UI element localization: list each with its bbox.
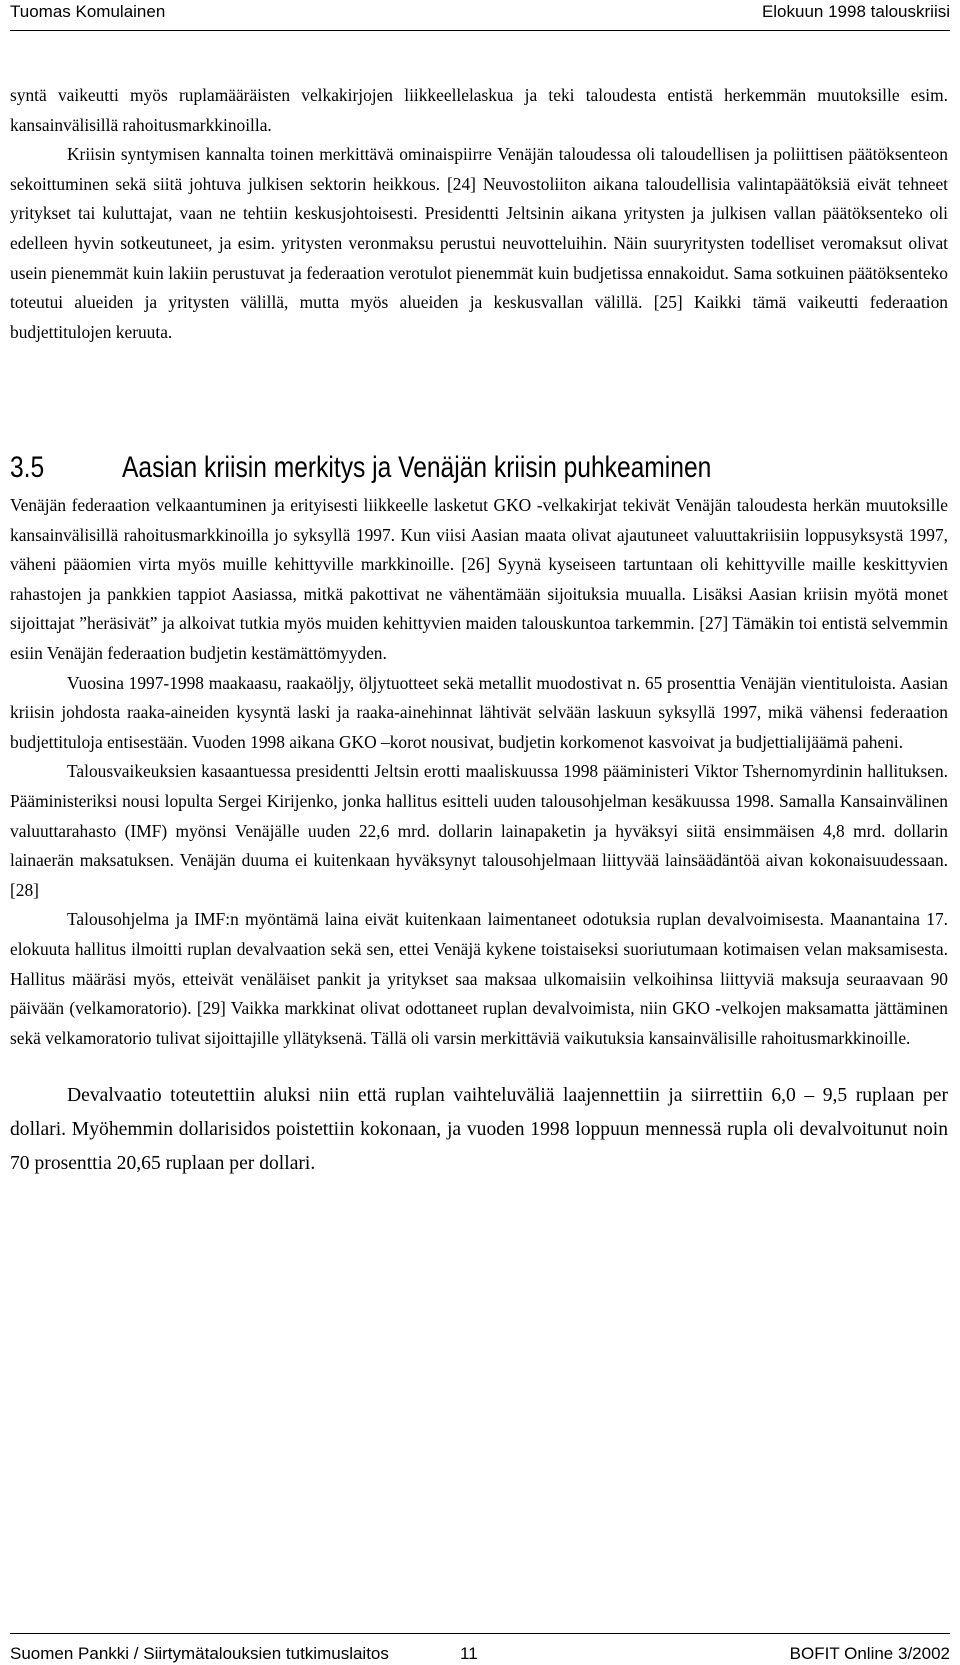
paragraph: Venäjän federaation velkaantuminen ja erityisesti liikkeelle lasketut GKO -velkakirjat tekivät Venäjän taloudesta herkän muutoksille kansainvälisillä rahoitusmarkkinoilla jo syksyllä 1997. Kun viisi Aasian maata olivat ajautuneet valuuttakriisiin loppusyksystä 1997, väheni pääomien virta myös muille kehittyville markkinoille. [26] Syynä kyseiseen tartuntaan oli kehittyville maille keskittyvien rahastojen ja pankkien tappiot Aasiassa, mitkä pakottivat ne vähentämään sijoituksia muualla. Lisäksi Aasian kriisin myötä monet sijoittajat ”heräsivät” ja alkoivat tutkia myös muiden kehittyvien maiden talouskuntoa tarkemmin. [27] Tämäkin toi entistä selvemmin esiin Venäjän federaation budjetin kestämättömyyden. xyxy=(10,495,948,663)
intro-text-block xyxy=(10,81,948,347)
paragraph: Vuosina 1997-1998 maakaasu, raakaöljy, öljytuotteet sekä metallit muodostivat n. 65 prosenttia Venäjän vientituloista. Aasian kriisin johdosta raaka-aineiden kysyntä laski ja raaka-ainehinnat lähtivät selvään laskuun syksyllä 1997, mikä vähensi federaation budjettituloja entisestään. Vuoden 1998 aikana GKO –korot nousivat, budjetin korkomenot kasvoivat ja budjettialijäämä paheni. xyxy=(10,672,948,752)
paragraph: Talousohjelma ja IMF:n myöntämä laina eivät kuitenkaan laimentaneet odotuksia ruplan devalvoimisesta. Maanantaina 17. elokuuta hallitus ilmoitti ruplan devalvaation sekä sen, ettei Venäjä kykene toistaiseksi suoriutumaan kotimaisen velan maksamisesta. Hallitus määräsi myös, etteivät venäläiset pankit ja yritykset saa maksaa ulkomaisiin velkoihinsa liittyviä maksuja seuraavaan 90 päivään (velkamoratorio). [29] Vaikka markkinat olivat odottaneet ruplan devalvoimista, niin GKO -velkojen maksamatta jättäminen sekä velkamoratorio tulivat sijoittajille yllätyksenä. Tällä oli varsin merkittäviä vaikutuksia kansainvälisille rahoitusmarkkinoille. xyxy=(10,909,948,1048)
paragraph: Kriisin syntymisen kannalta toinen merkittävä ominaispiirre Venäjän taloudessa oli taloudellisen ja poliittisen päätöksenteon sekoittuminen sekä siitä johtuva julkisen sektorin heikkous. [24] Neuvostoliiton aikana taloudellisia valintapäätöksiä eivät tehneet yritykset tai kuluttajat, vaan ne tehtiin keskusjohtoisesti. Presidentti Jeltsinin aikana yritysten ja julkisen vallan päätöksenteko oli edelleen hyvin sotkeutuneet, ja esim. yritysten veronmaksu perustui neuvotteluihin. Näin suuryritysten todelliset veromaksut olivat usein pienemmät kuin lakiin perustuvat ja federaation verotulot pienemmät kuin budjetissa ennakoidut. Sama sotkuinen päätöksenteko toteutui alueiden ja yritysten välillä, mutta myös alueiden ja keskusvallan välillä. [25] Kaikki tämä vaikeutti federaation budjettitulojen keruuta. xyxy=(10,144,948,342)
section-number: 3.5 xyxy=(10,451,45,484)
section-text-block xyxy=(10,491,948,1053)
final-text-block xyxy=(10,1079,948,1181)
running-footer xyxy=(10,1633,950,1664)
footer-publisher: Suomen Pankki / Siirtymätalouksien tutkimuslaitos xyxy=(10,1644,389,1663)
running-header xyxy=(10,0,950,31)
header-title: Elokuun 1998 talouskriisi xyxy=(761,2,950,21)
page-number: 11 xyxy=(460,1644,478,1663)
section-title: Aasian kriisin merkitys ja Venäjän kriisin puhkeaminen xyxy=(122,451,712,484)
paragraph: Talousvaikeuksien kasaantuessa presidentti Jeltsin erotti maaliskuussa 1998 pääministeri Viktor Tshernomyrdinin hallituksen. Pääministeriksi nousi lopulta Sergei Kirijenko, jonka hallitus esitteli uuden talousohjelman kesäkuussa 1998. Samalla Kansainvälinen valuuttarahasto (IMF) myönsi Venäjälle uuden 22,6 mrd. dollarin lainapaketin ja hyväksyi siitä ensimmäisen 4,8 mrd. dollarin lainaerän maksatuksen. Venäjän duuma ei kuitenkaan hyväksynyt talousohjelmaan liittyvää lainsäädäntöä aivan kokonaisuudessaan. [28] xyxy=(10,761,948,900)
footer-series: BOFIT Online 3/2002 xyxy=(789,1644,950,1663)
paragraph: Devalvaatio toteutettiin aluksi niin että ruplan vaihteluväliä laajennettiin ja siirrettiin 6,0 – 9,5 ruplaan per dollari. Myöhemmin dollarisidos poistettiin kokonaan, ja vuoden 1998 loppuun mennessä rupla oli devalvoitunut noin 70 prosenttia 20,65 ruplaan per dollari. xyxy=(10,1085,948,1174)
paragraph: syntä vaikeutti myös ruplamääräisten velkakirjojen liikkeellelaskua ja teki taloudesta entistä herkemmän muutoksille esim. kansainvälisillä rahoitusmarkkinoilla. xyxy=(10,85,948,135)
header-author: Tuomas Komulainen xyxy=(10,2,166,21)
